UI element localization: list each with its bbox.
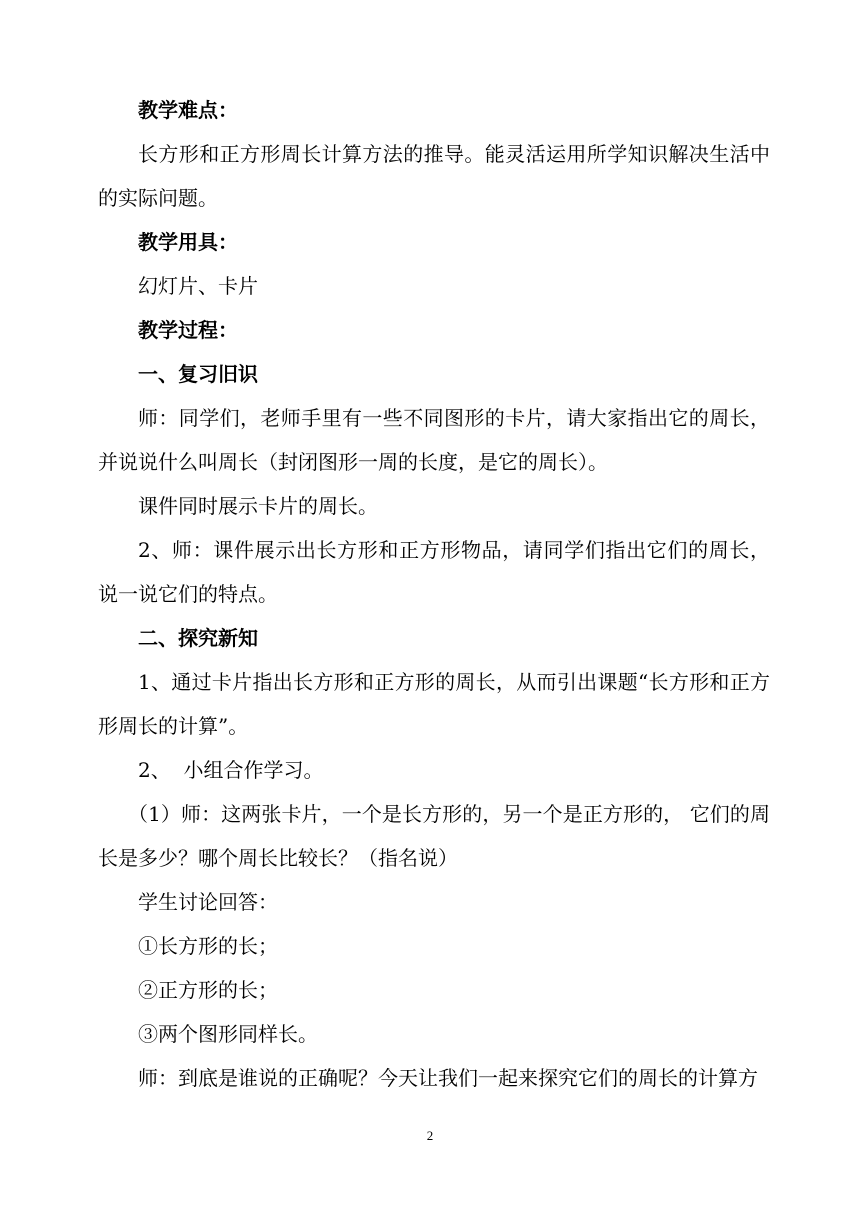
paragraph-review-2: 课件同时展示卡片的周长。 bbox=[138, 494, 378, 518]
heading-teaching-tools: 教学用具： bbox=[138, 230, 238, 254]
paragraph-review-1: 师：同学们，老师手里有一些不同图形的卡片，请大家指出它的周长，并说说什么叫周长（封闭图形一周的长度，是它的周长）。 bbox=[98, 406, 770, 474]
paragraph-tools: 幻灯片、卡片 bbox=[138, 274, 258, 298]
paragraph-explore-4: 学生讨论回答： bbox=[138, 890, 278, 914]
list-item-answer-3: ③两个图形同样长。 bbox=[138, 1022, 318, 1046]
paragraph-review-3: 2、师：课件展示出长方形和正方形物品，请同学们指出它们的周长，说一说它们的特点。 bbox=[98, 538, 770, 606]
paragraph-explore-3: （1）师：这两张卡片，一个是长方形的，另一个是正方形的， 它们的周长是多少？哪个周长比较长？（指名说） bbox=[98, 802, 770, 870]
heading-teaching-process: 教学过程： bbox=[138, 318, 238, 342]
heading-explore: 二、探究新知 bbox=[138, 626, 258, 650]
paragraph-difficulty: 长方形和正方形周长计算方法的推导。能灵活运用所学知识解决生活中的实际问题。 bbox=[98, 142, 770, 210]
page-number: 2 bbox=[426, 1128, 434, 1143]
heading-review: 一、复习旧识 bbox=[138, 362, 258, 386]
heading-teaching-difficulty: 教学难点： bbox=[138, 98, 238, 122]
paragraph-explore-2: 2、 小组合作学习。 bbox=[138, 758, 324, 782]
paragraph-explore-1: 1、通过卡片指出长方形和正方形的周长，从而引出课题“长方形和正方形周长的计算”。 bbox=[98, 670, 770, 738]
list-item-answer-2: ②正方形的长； bbox=[138, 978, 278, 1002]
list-item-answer-1: ①长方形的长； bbox=[138, 934, 278, 958]
paragraph-explore-5: 师：到底是谁说的正确呢？今天让我们一起来探究它们的周长的计算方 bbox=[138, 1066, 758, 1090]
